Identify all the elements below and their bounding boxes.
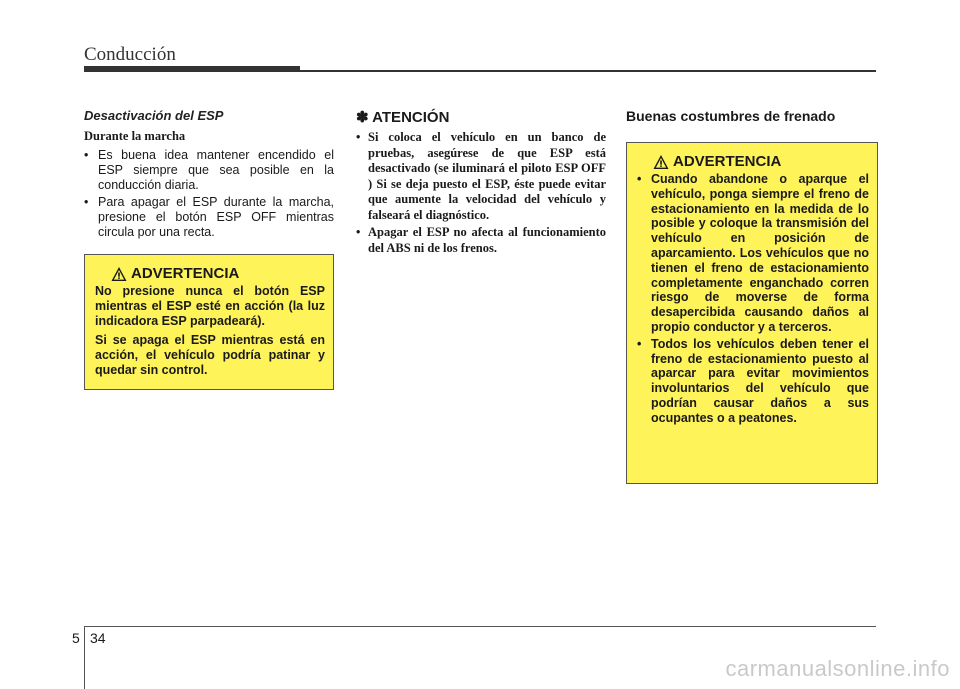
left-column [84, 108, 334, 242]
watermark-text[interactable]: carmanualsonline.info [725, 656, 950, 681]
warning-triangle-icon [111, 266, 127, 282]
warning-title: ADVERTENCIA [673, 153, 782, 170]
warning-box-esp [84, 254, 334, 390]
subheading-while-driving: Durante la marcha [84, 129, 186, 143]
warning-paragraph: No presione nunca el botón ESP mientras el ESP esté en acción (la luz indicadora ESP parpadeará). [95, 284, 325, 328]
page-header-title: Conducción [84, 44, 176, 65]
page-number: 34 [90, 630, 106, 646]
list-item: • Cuando abandone o aparque el vehículo, ponga siempre el freno de estacionamiento en la medida de lo posible y coloque la transmisión del vehículo en posición de aparcamiento. Los vehículos que no tienen el freno de estacionamiento completamente enganchado corren riesgo de moverse de forma desapercibida causando daños al propio conductor y a terceros. [637, 172, 869, 335]
list-item: • Apagar el ESP no afecta al funcionamiento del ABS ni de los frenos. [356, 225, 606, 256]
header-rule-thick [84, 66, 300, 72]
list-item: • Si coloca el vehículo en un banco de pruebas, asegúrese de que ESP está desactivado (se iluminará el piloto ESP OFF ) Si se deja puesto el ESP, éste puede evitar que aumente la velocidad del vehículo y falseará el diagnóstico. [356, 130, 606, 223]
attention-heading: ✽ ATENCIÓN [356, 109, 450, 126]
list-item: • Todos los vehículos deben tener el freno de estacionamiento puesto al aparcar para evitar movimientos involuntarios del vehículo que podrían causar daños a sus ocupantes o a peatones. [637, 337, 869, 426]
warning-bullet-list [637, 172, 869, 426]
warning-paragraph: Si se apaga el ESP mientras está en acción, el vehículo podría patinar y quedar sin control. [95, 333, 325, 377]
left-bullet-list [84, 148, 334, 240]
warning-box-braking [626, 142, 878, 484]
footer-rule [84, 626, 876, 627]
footer-divider [84, 626, 85, 689]
list-item: • Es buena idea mantener encendido el ESP siempre que sea posible en la conducción diaria. [84, 148, 334, 193]
warning-triangle-icon [653, 154, 669, 170]
section-title-esp-off: Desactivación del ESP [84, 108, 224, 123]
warning-box-header [653, 153, 869, 170]
list-item: • Para apagar el ESP durante la marcha, presione el botón ESP OFF mientras circula por una recta. [84, 195, 334, 240]
right-column [626, 108, 878, 136]
chapter-number: 5 [72, 630, 80, 646]
middle-column [356, 108, 606, 258]
section-title-braking: Buenas costumbres de frenado [626, 108, 836, 124]
warning-title: ADVERTENCIA [131, 265, 240, 282]
header-rule-thin [300, 70, 876, 72]
attention-bullet-list [356, 130, 606, 256]
warning-box-header [111, 265, 325, 282]
